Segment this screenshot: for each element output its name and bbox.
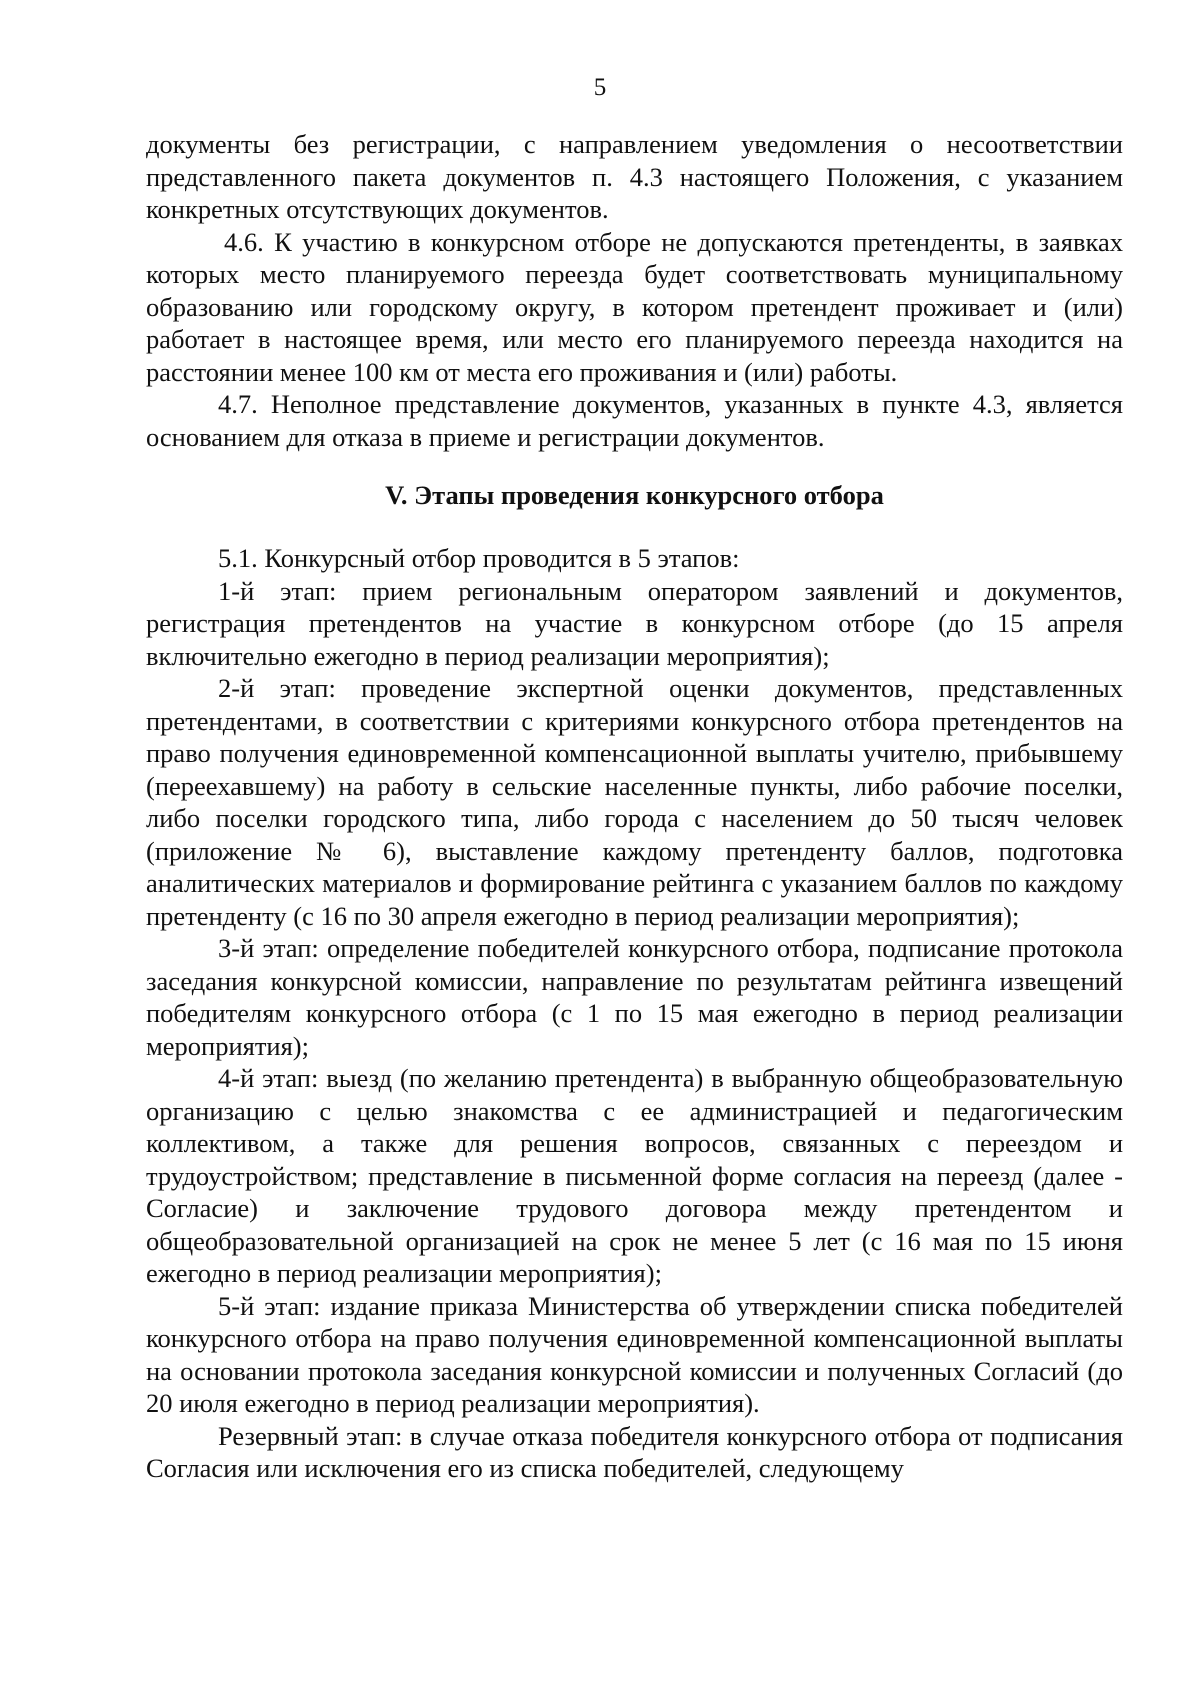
paragraph-stage-1: 1-й этап: прием региональным оператором заявлений и документов, регистрация претендентов на участие в конкурсном отборе (до 15 апреля включительно ежегодно в период реализации мероприятия); [146, 575, 1123, 671]
paragraph-4-6: 4.6. К участию в конкурсном отборе не допускаются претенденты, в заявках которых место планируемого переезда будет соответствовать муниципальному образованию или городскому округу, в котором претендент проживает и (или) работает в настоящее время, или место его планируемого переезда находится на расстоянии менее 100 км от места его проживания и (или) работы. [146, 226, 1123, 387]
paragraph-stage-3: 3-й этап: определение победителей конкурсного отбора, подписание протокола заседания конкурсной комиссии, направление по результатам рейтинга извещений победителям конкурсного отбора (с 1 по 15 мая ежегодно в период реализации мероприятия); [146, 933, 1123, 1061]
paragraph-stage-5: 5-й этап: издание приказа Министерства об утверждении списка победителей конкурсного отбора на право получения единовременной компенсационной выплаты на основании протокола заседания конкурсной комиссии и полученных Согласий (до 20 июля ежегодно в период реализации мероприятия). [146, 1290, 1123, 1418]
paragraph-4-7: 4.7. Неполное представление документов, указанных в пункте 4.3, является основанием для отказа в приеме и регистрации документов. [146, 389, 1123, 452]
paragraph-continuation: документы без регистрации, с направлением уведомления о несоответствии представленного пакета документов п. 4.3 настоящего Положения, с указанием конкретных отсутствующих документов. [146, 129, 1123, 224]
paragraph-stage-2: 2-й этап: проведение экспертной оценки документов, представленных претендентами, в соответствии с критериями конкурсного отбора претендентов на право получения единовременной компенсационной выплаты учителю, прибывшему (переехавшему) на работу в сельские населенные пункты, либо рабочие поселки, либо поселки городского типа, либо города с населением до 50 тысяч человек (приложение № 6), выставление каждому претенденту баллов, подготовка аналитических материалов и формирование рейтинга с указанием баллов по каждому претенденту (с 16 по 30 апреля ежегодно в период реализации мероприятия); [146, 673, 1123, 931]
document-body [146, 128, 1123, 1485]
paragraph-reserve-stage: Резервный этап: в случае отказа победителя конкурсного отбора от подписания Согласия или исключения его из списка победителей, следующему [146, 1420, 1123, 1483]
section-heading: V. Этапы проведения конкурсного отбора [385, 480, 884, 510]
paragraph-stage-4: 4-й этап: выезд (по желанию претендента) в выбранную общеобразовательную организацию с целью знакомства с ее администрацией и педагогическим коллективом, а также для решения вопросов, связанных с переездом и трудоустройством; представление в письменной форме согласия на переезд (далее - Согласие) и заключение трудового договора между претендентом и общеобразовательной организацией на срок не менее 5 лет (с 16 мая по 15 июня ежегодно в период реализации мероприятия); [146, 1063, 1123, 1288]
page-number: 5 [593, 74, 607, 101]
paragraph-5-1: 5.1. Конкурсный отбор проводится в 5 этапов: [218, 543, 740, 573]
